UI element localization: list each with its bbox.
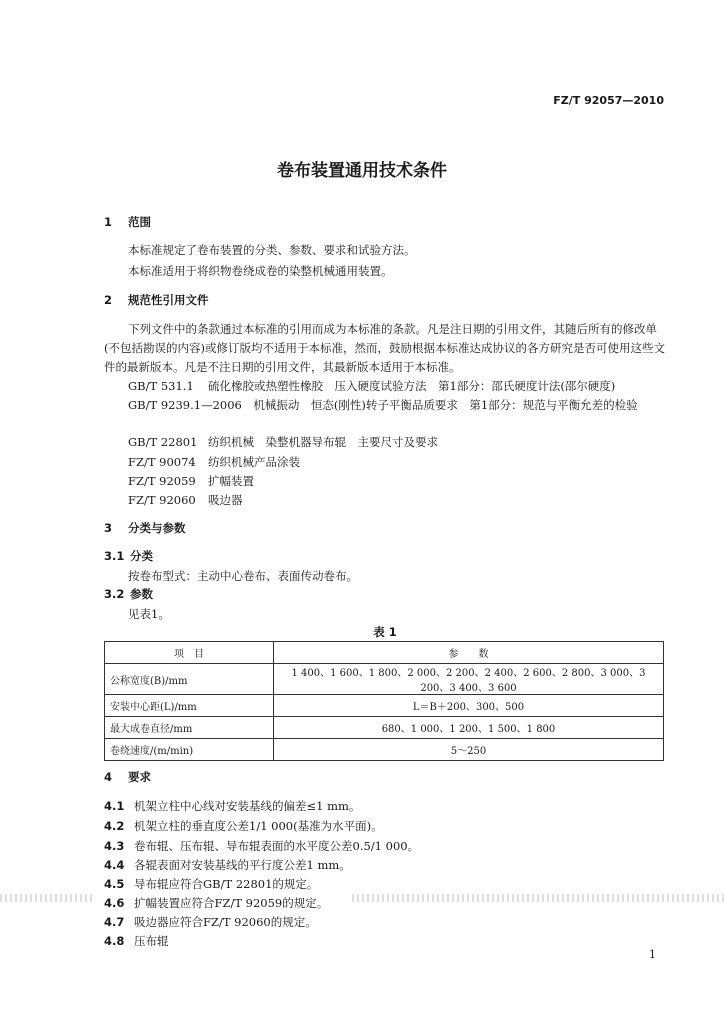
table-header-item: 项 目 [105, 642, 274, 664]
reference-title: 吸边器 [208, 493, 243, 507]
reference-title: 机械振动 恒态(刚性)转子平衡品质要求 第1部分：规范与平衡允差的检验 [253, 398, 638, 412]
reference-code: FZ/T 92060 [128, 493, 196, 507]
requirement-number: 4.7 [104, 915, 125, 929]
section-number: 3 [104, 521, 113, 535]
reference-title: 纺织机械产品涂装 [208, 455, 300, 469]
subsection-3-1-heading [104, 548, 153, 564]
section-title: 规范性引用文件 [128, 293, 209, 307]
table-row [105, 717, 664, 739]
reference-code: FZ/T 92059 [128, 474, 196, 488]
requirement-item [104, 857, 351, 873]
table-cell-item: 卷绕速度/(m/min) [105, 739, 274, 761]
reference-code: GB/T 9239.1—2006 [128, 398, 242, 412]
scope-paragraph-2: 本标准适用于将织物卷绕成卷的染整机械通用装置。 [128, 264, 393, 278]
table-cell-value: 680、1 000、1 200、1 500、1 800 [274, 717, 664, 739]
parameters-table [104, 641, 664, 761]
parameters-text: 见表1。 [128, 607, 170, 621]
table-header-value: 参 数 [274, 642, 664, 664]
requirement-number: 4.6 [104, 896, 125, 910]
section-4-heading [104, 769, 151, 785]
table-row [105, 739, 664, 761]
requirement-text: 吸边器应符合FZ/T 92060的规定。 [134, 915, 317, 929]
document-title: 卷布装置通用技术条件 [277, 161, 447, 181]
reference-item [128, 454, 300, 470]
requirement-number: 4.4 [104, 858, 125, 872]
reference-item [128, 473, 254, 489]
reference-title: 扩幅装置 [208, 474, 254, 488]
requirement-text: 压布辊 [134, 934, 169, 948]
scan-noise [0, 894, 92, 902]
requirement-number: 4.5 [104, 877, 125, 891]
table-cell-value: L＝B＋200、300、500 [274, 695, 664, 717]
section-3-heading [104, 520, 186, 536]
requirement-item [104, 798, 360, 814]
reference-code: GB/T 531.1 [128, 379, 194, 393]
reference-title: 硫化橡胶或热塑性橡胶 压入硬度试验方法 第1部分：邵氏硬度计法(邵尔硬度) [208, 379, 616, 393]
table-cell-item: 安装中心距(L)/mm [105, 695, 274, 717]
section-number: 2 [104, 293, 113, 307]
table-cell-item: 公称宽度(B)/mm [105, 664, 274, 695]
requirement-item [104, 876, 318, 892]
page-number: 1 [649, 948, 656, 961]
requirement-number: 4.2 [104, 819, 125, 833]
requirement-number: 4.3 [104, 839, 125, 853]
table-cell-item: 最大成卷直径/mm [105, 717, 274, 739]
table-row [105, 695, 664, 717]
requirement-number: 4.1 [104, 799, 125, 813]
section-title: 要求 [128, 770, 151, 784]
requirement-text: 机架立柱中心线对安装基线的偏差≤1 mm。 [134, 799, 361, 813]
section-number: 1 [104, 215, 113, 229]
references-intro: 下列文件中的条款通过本标准的引用而成为本标准的条款。凡是注日期的引用文件，其随后所有的修改单(不包括勘误的内容)或修订版均不适用于本标准，然而，鼓励根据本标准达成协议的各方研究是否可使用这些文件的最新版本。凡是不注日期的引用文件，其最新版本适用于本标准。 [104, 322, 665, 374]
reference-title: 纺织机械 染整机器导布辊 主要尺寸及要求 [208, 435, 438, 449]
reference-code: FZ/T 90074 [128, 455, 196, 469]
requirement-text: 扩幅装置应符合FZ/T 92059的规定。 [134, 896, 329, 910]
table-row [105, 664, 664, 695]
section-1-heading [104, 214, 151, 230]
requirement-item [104, 933, 169, 949]
section-title: 范围 [128, 215, 151, 229]
section-number: 4 [104, 770, 113, 784]
scan-noise [352, 894, 724, 902]
scope-paragraph-1: 本标准规定了卷布装置的分类、参数、要求和试验方法。 [128, 243, 416, 257]
requirement-text: 机架立柱的垂直度公差1/1 000(基准为水平面)。 [134, 819, 383, 833]
standard-code: FZ/T 92057—2010 [553, 94, 664, 107]
section-2-heading [104, 292, 209, 308]
requirement-text: 导布辊应符合GB/T 22801的规定。 [134, 877, 319, 891]
section-title: 参数 [130, 587, 153, 601]
reference-code: GB/T 22801 [128, 435, 198, 449]
requirement-item [104, 838, 419, 854]
table-cell-value: 5～250 [274, 739, 664, 761]
section-number: 3.1 [104, 549, 125, 563]
requirement-item [104, 895, 328, 911]
subsection-3-2-heading [104, 586, 153, 602]
section-title: 分类 [130, 549, 153, 563]
classification-text: 按卷布型式：主动中心卷布、表面传动卷布。 [128, 569, 358, 583]
requirement-item [104, 818, 383, 834]
section-title: 分类与参数 [128, 521, 186, 535]
requirement-text: 卷布辊、压布辊、导布辊表面的水平度公差0.5/1 000。 [134, 839, 420, 853]
table-header-row [105, 642, 664, 664]
section-number: 3.2 [104, 587, 125, 601]
requirement-item [104, 914, 317, 930]
reference-item [128, 434, 438, 450]
reference-item [104, 396, 666, 415]
table-caption: 表 1 [373, 625, 397, 639]
requirement-text: 各辊表面对安装基线的平行度公差1 mm。 [134, 858, 351, 872]
requirement-number: 4.8 [104, 934, 125, 948]
reference-item [128, 492, 243, 508]
reference-item [128, 378, 615, 394]
table-cell-value: 1 400、1 600、1 800、2 000、2 200、2 400、2 600、2 800、3 000、3 200、3 400、3 600 [274, 664, 664, 695]
